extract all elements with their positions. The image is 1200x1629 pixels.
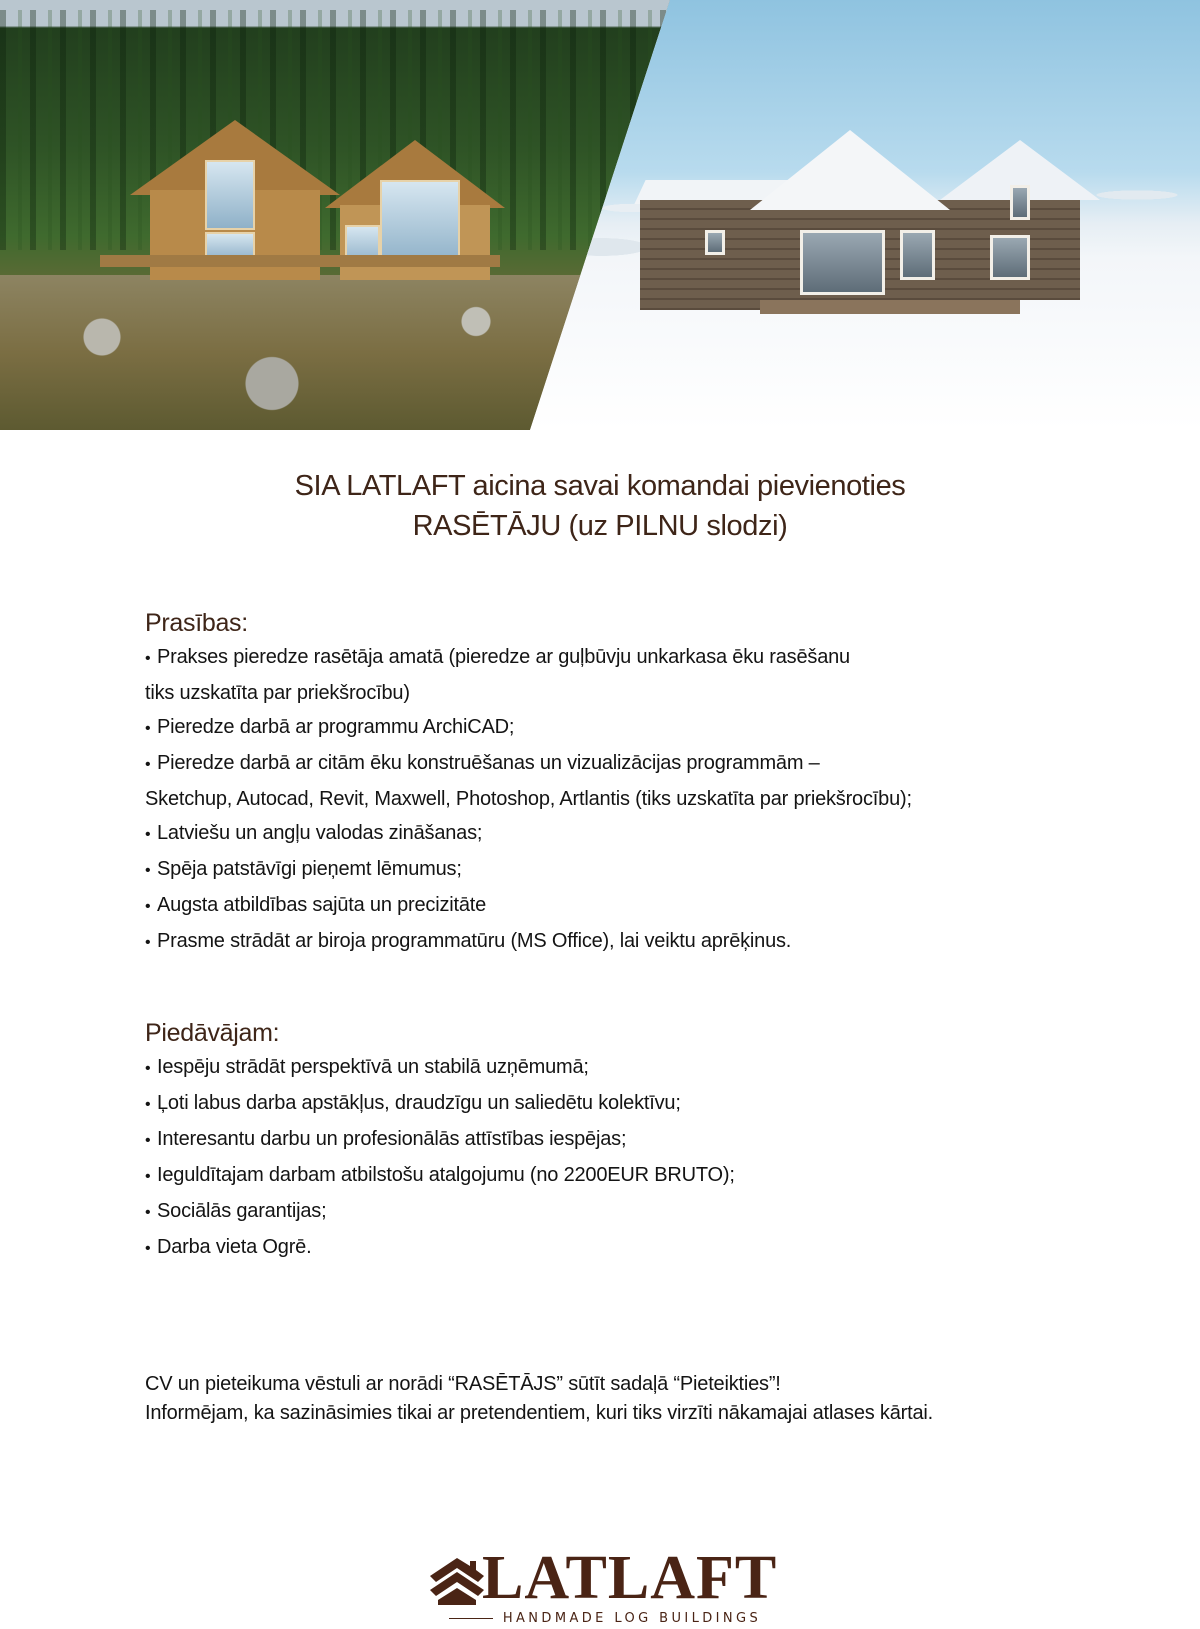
offer-section [145, 1016, 1105, 1266]
requirements-title: Prasības: [145, 609, 248, 637]
contact-notice: Informējam, ka sazināsimies tikai ar pretendentiem, kuri tiks virzīti nākamajai atlases kārtai. [145, 1402, 933, 1424]
winter-cabin-illustration [640, 130, 1100, 320]
offer-title: Piedāvājam: [145, 1019, 280, 1047]
list-item: • Latviešu un angļu valodas zināšanas; [145, 822, 483, 844]
list-item: • Pieredze darbā ar citām ēku konstruēšanas un vizualizācijas programmām – [145, 752, 820, 774]
offer-list [145, 1050, 1105, 1266]
list-item: tiks uzskatīta par priekšrocību) [145, 682, 410, 704]
list-item: • Prasme strādāt ar biroja programmatūru (MS Office), lai veiktu aprēķinus. [145, 930, 792, 952]
summer-cabin-illustration [130, 120, 510, 280]
list-item: • Interesantu darbu un profesionālās attīstības iespējas; [145, 1128, 627, 1150]
list-item: • Ieguldītajam darbam atbilstošu atalgojumu (no 2200EUR BRUTO); [145, 1164, 735, 1186]
apply-instruction: CV un pieteikuma vēstuli ar norādi “RASĒTĀJS” sūtīt sadaļā “Pieteikties”! [145, 1373, 781, 1395]
logo-wordmark: LATLAFT [482, 1544, 778, 1612]
application-instructions [145, 1370, 1145, 1428]
list-item: • Augsta atbildības sajūta un precizitāte [145, 894, 487, 916]
logo-tagline: HANDMADE LOG BUILDINGS [420, 1611, 780, 1629]
hero-banner [0, 0, 1200, 430]
list-item: • Ļoti labus darba apstākļus, draudzīgu un saliedētu kolektīvu; [145, 1092, 681, 1114]
house-roof-icon [426, 1556, 488, 1606]
requirements-list [145, 640, 1105, 960]
page-title [0, 466, 1200, 546]
title-line-2: RASĒTĀJU (uz PILNU slodzi) [412, 510, 788, 542]
list-item: • Darba vieta Ogrē. [145, 1236, 312, 1258]
requirements-section [145, 606, 1105, 960]
list-item: • Iespēju strādāt perspektīvā un stabilā uzņēmumā; [145, 1056, 589, 1078]
list-item: • Sociālās garantijas; [145, 1200, 327, 1222]
list-item: • Prakses pieredze rasētāja amatā (pieredze ar guļbūvju unkarkasa ēku rasēšanu [145, 646, 850, 668]
list-item: • Pieredze darbā ar programmu ArchiCAD; [145, 716, 515, 738]
title-line-1: SIA LATLAFT aicina savai komandai pievienoties [294, 470, 906, 502]
list-item: Sketchup, Autocad, Revit, Maxwell, Photoshop, Artlantis (tiks uzskatīta par priekšrocību); [145, 788, 912, 810]
list-item: • Spēja patstāvīgi pieņemt lēmumus; [145, 858, 462, 880]
latlaft-logo [420, 1544, 780, 1629]
